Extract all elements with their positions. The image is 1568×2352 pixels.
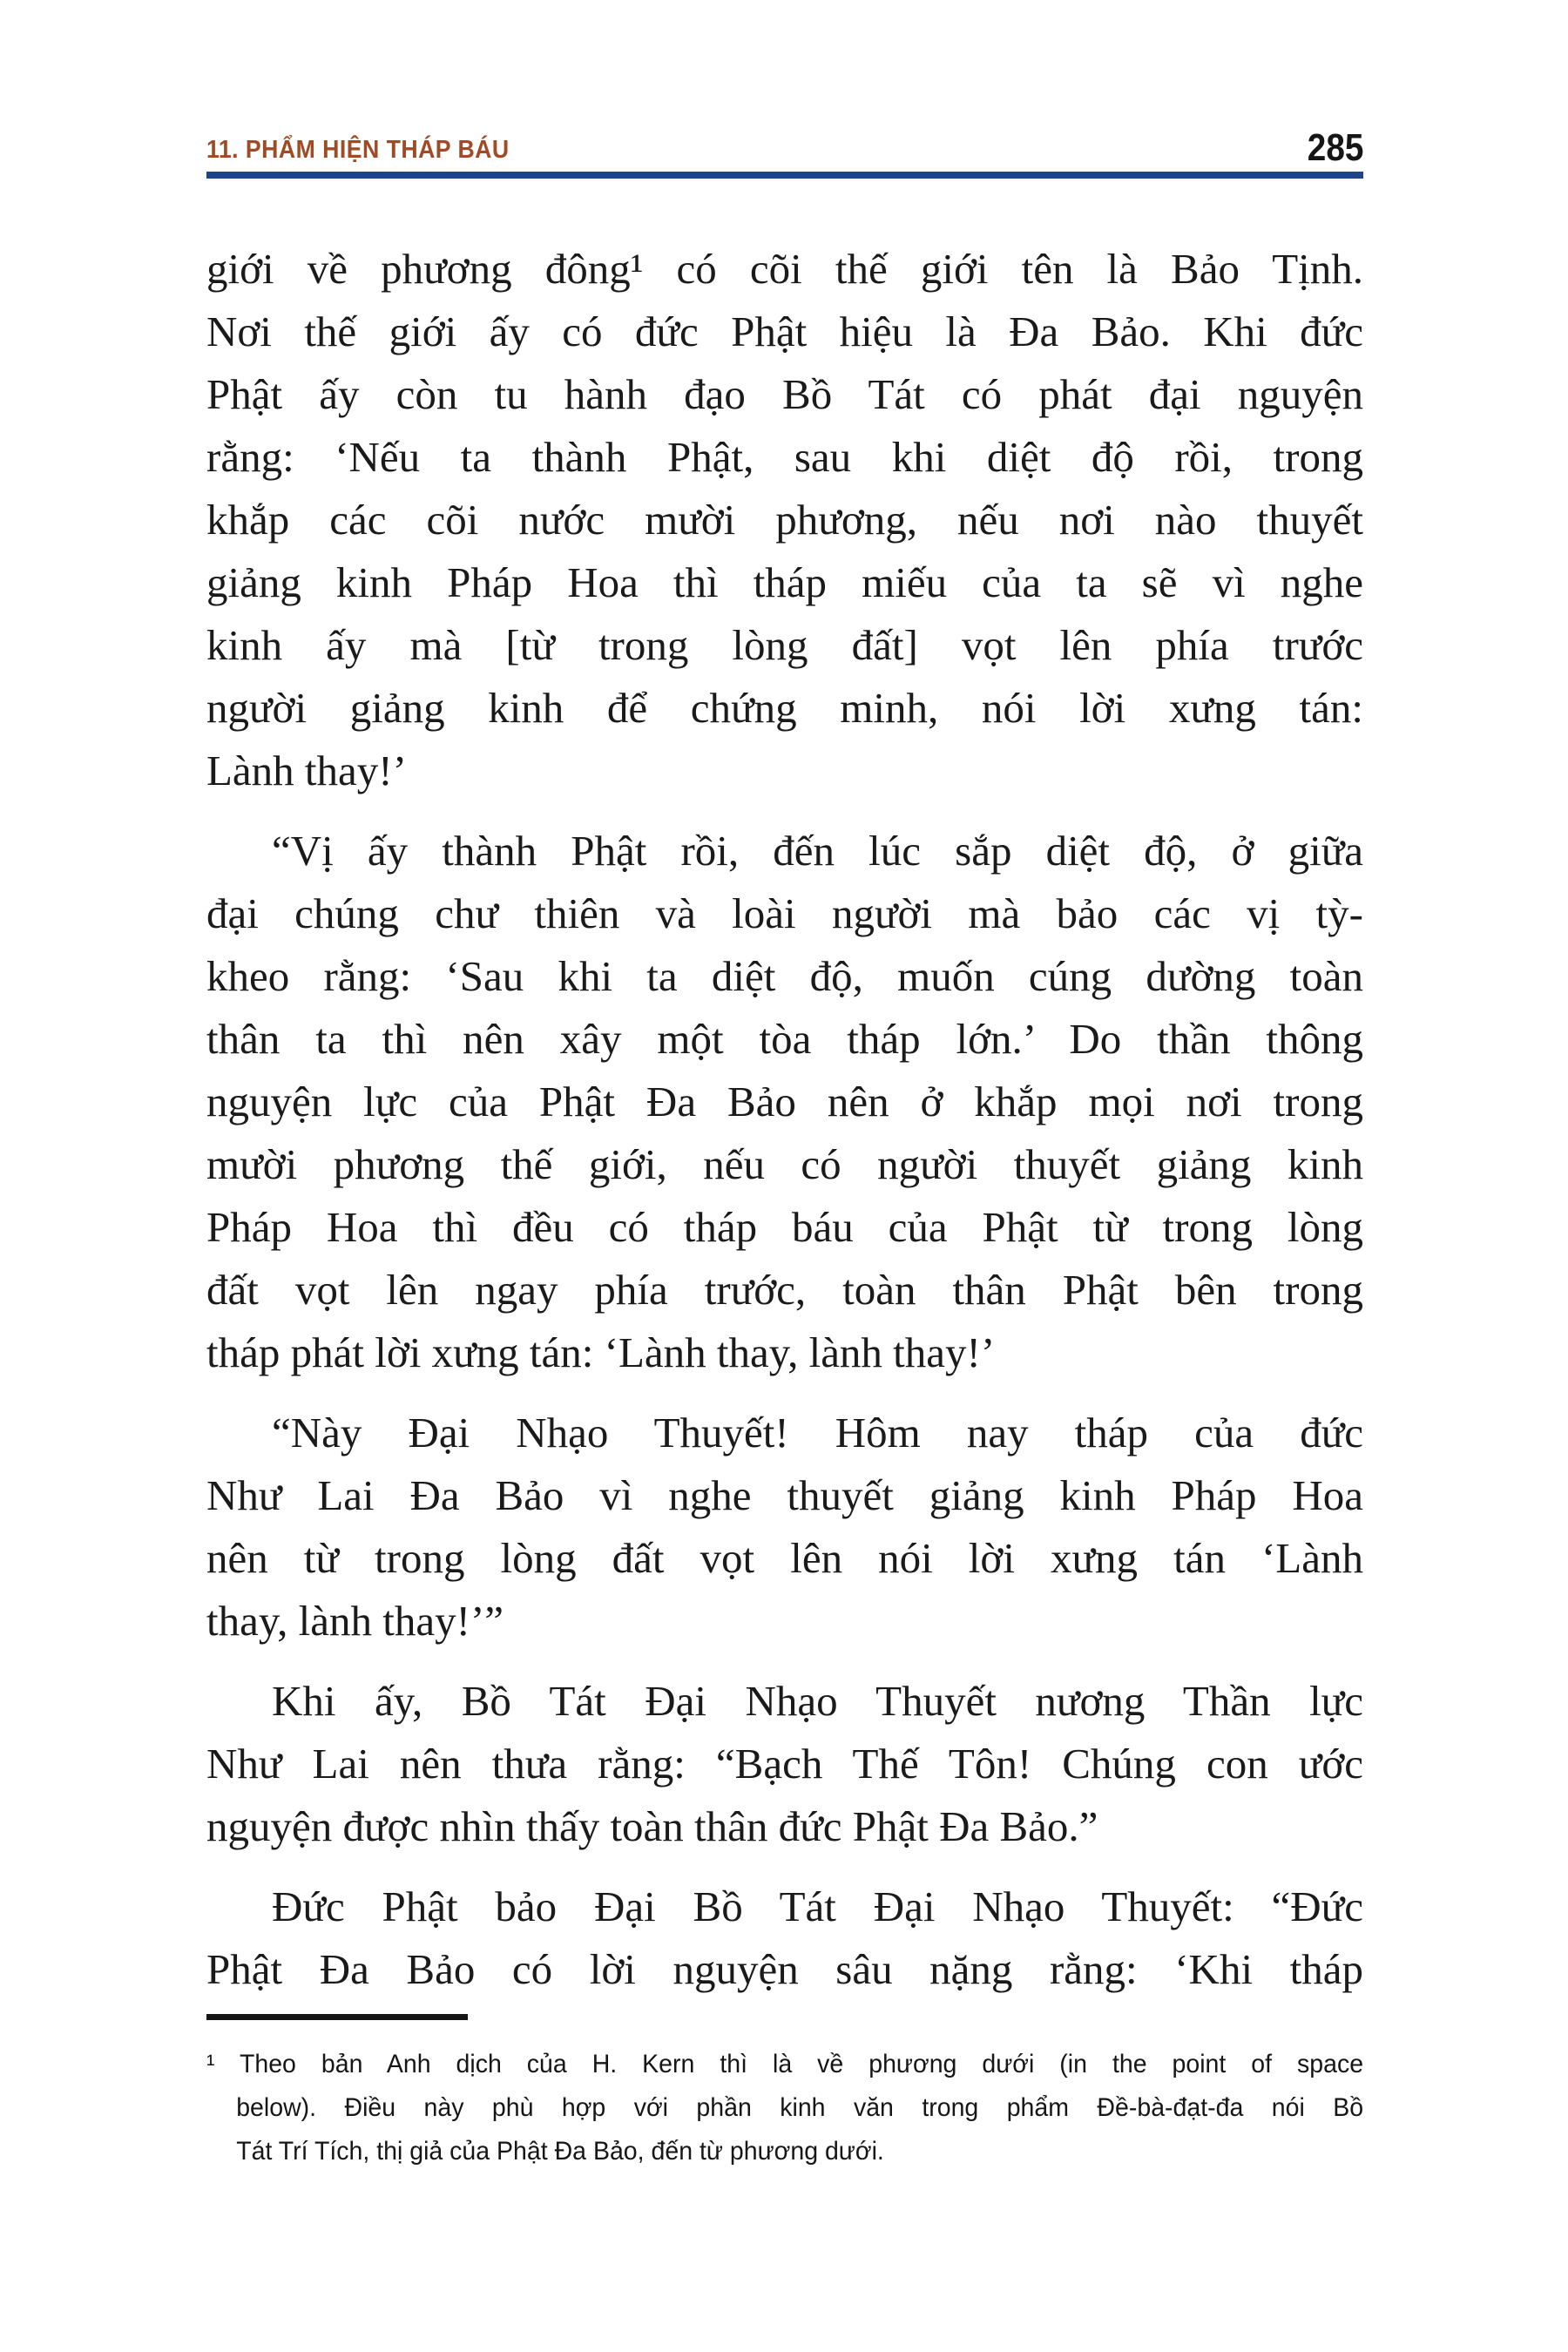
text-line: tháp phát lời xưng tán: ‘Lành thay, lành thay!’ <box>206 1328 996 1376</box>
page-header <box>206 127 1363 167</box>
footnote <box>206 2014 1363 2173</box>
footnote-line: below). Điều này phù hợp với phần kinh văn trong phẩm Đề-bà-đạt-đa nói Bồ <box>236 2093 1364 2122</box>
text-line: Như Lai nên thưa rằng: “Bạch Thế Tôn! Chúng con ước <box>206 1740 1363 1788</box>
text-line: đại chúng chư thiên và loài người mà bảo các vị tỳ- <box>206 889 1363 937</box>
text-line: kheo rằng: ‘Sau khi ta diệt độ, muốn cúng dường toàn <box>206 952 1363 1000</box>
footnote-line: ¹ Theo bản Anh dịch của H. Kern thì là về phương dưới (in the point of space <box>206 2050 1364 2078</box>
text-line: “Vị ấy thành Phật rồi, đến lúc sắp diệt độ, ở giữa <box>272 827 1363 875</box>
text-line: giảng kinh Pháp Hoa thì tháp miếu của ta sẽ vì nghe <box>206 558 1363 606</box>
text-line: Nơi thế giới ấy có đức Phật hiệu là Đa Bảo. Khi đức <box>206 308 1363 355</box>
chapter-title: 11. PHẨM HIỆN THÁP BÁU <box>206 136 510 164</box>
text-line: người giảng kinh để chứng minh, nói lời xưng tán: <box>206 684 1363 732</box>
text-line: nguyện được nhìn thấy toàn thân đức Phật Đa Bảo.” <box>206 1802 1098 1850</box>
paragraph-4 <box>206 1670 1363 1858</box>
text-line: rằng: ‘Nếu ta thành Phật, sau khi diệt độ rồi, trong <box>206 433 1363 481</box>
footnote-separator <box>206 2014 468 2020</box>
text-line: nguyện lực của Phật Đa Bảo nên ở khắp mọi nơi trong <box>206 1078 1363 1125</box>
footnote-line: Tát Trí Tích, thị giả của Phật Đa Bảo, đến từ phương dưới. <box>236 2137 884 2166</box>
text-line: Phật ấy còn tu hành đạo Bồ Tát có phát đại nguyện <box>206 370 1363 418</box>
text-line: Đức Phật bảo Đại Bồ Tát Đại Nhạo Thuyết: “Đức <box>272 1882 1363 1930</box>
text-line: đất vọt lên ngay phía trước, toàn thân Phật bên trong <box>206 1266 1363 1314</box>
text-line: nên từ trong lòng đất vọt lên nói lời xưng tán ‘Lành <box>206 1534 1363 1582</box>
paragraph-2 <box>206 820 1363 1384</box>
text-line: “Này Đại Nhạo Thuyết! Hôm nay tháp của đức <box>272 1409 1363 1456</box>
footnote-text <box>206 2043 1363 2173</box>
text-line: giới về phương đông¹ có cõi thế giới tên là Bảo Tịnh. <box>206 245 1363 293</box>
text-line: thân ta thì nên xây một tòa tháp lớn.’ Do thần thông <box>206 1015 1363 1063</box>
paragraph-1 <box>206 238 1363 802</box>
text-line: Như Lai Đa Bảo vì nghe thuyết giảng kinh Pháp Hoa <box>206 1471 1363 1519</box>
text-line: Phật Đa Bảo có lời nguyện sâu nặng rằng: ‘Khi tháp <box>206 1945 1363 1993</box>
header-rule <box>206 172 1363 179</box>
text-line: mười phương thế giới, nếu có người thuyết giảng kinh <box>206 1140 1363 1188</box>
body-text <box>206 238 1363 2001</box>
text-line: thay, lành thay!’” <box>206 1597 504 1645</box>
text-line: kinh ấy mà [từ trong lòng đất] vọt lên phía trước <box>206 621 1363 669</box>
text-line: Khi ấy, Bồ Tát Đại Nhạo Thuyết nương Thần lực <box>272 1677 1363 1725</box>
text-line: Lành thay!’ <box>206 747 407 794</box>
paragraph-3 <box>206 1402 1363 1652</box>
text-line: khắp các cõi nước mười phương, nếu nơi nào thuyết <box>206 496 1363 544</box>
text-line: Pháp Hoa thì đều có tháp báu của Phật từ trong lòng <box>206 1203 1363 1251</box>
page-number: 285 <box>1307 126 1363 169</box>
paragraph-5 <box>206 1876 1363 2001</box>
